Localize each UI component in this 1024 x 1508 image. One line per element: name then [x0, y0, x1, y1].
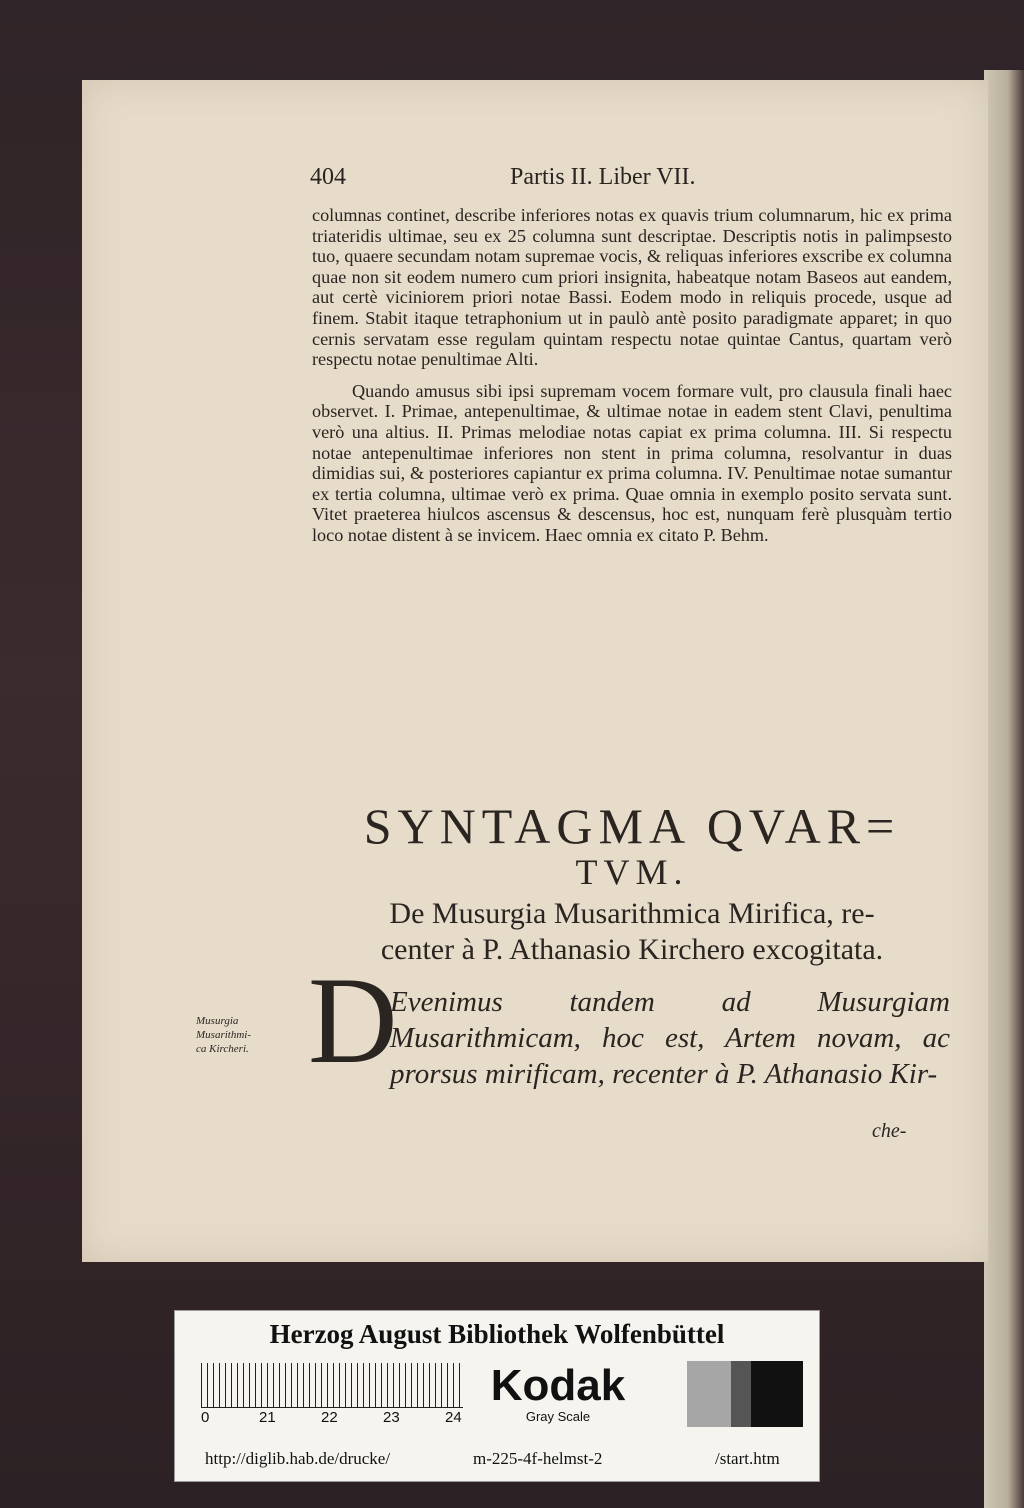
- body-text: [312, 205, 952, 546]
- kodak-logo: Kodak: [490, 1361, 626, 1410]
- ruler-label: 0: [201, 1409, 210, 1426]
- ruler-label: 24: [445, 1409, 462, 1426]
- gray-scale-label: Gray Scale: [525, 1409, 591, 1424]
- gray-swatch-mid: [731, 1361, 751, 1427]
- url-left: http://diglib.hab.de/drucke/: [205, 1449, 391, 1468]
- shelfmark: m-225-4f-helmst-2: [473, 1449, 603, 1468]
- ruler-label: 22: [321, 1409, 338, 1426]
- gray-swatch-light: [687, 1361, 731, 1427]
- gray-swatch-dark: [751, 1361, 803, 1427]
- url-right: /start.htm: [715, 1449, 780, 1468]
- ruler-scale: [201, 1363, 463, 1408]
- page-header: [310, 160, 970, 200]
- ruler-labels: [201, 1407, 463, 1429]
- running-title: Partis II. Liber VII.: [510, 164, 696, 190]
- margin-note-line-1: Musurgia: [196, 1015, 239, 1027]
- intro-text: Evenimus tandem ad Musurgiam Musarithmicam, hoc est, Artem novam, ac prorsus mirificam, recenter à P. Athanasio Kir-: [390, 986, 950, 1090]
- next-page-edge: [984, 70, 1024, 1508]
- margin-note-line-3: ca Kircheri.: [196, 1043, 249, 1055]
- card-footer: [175, 1445, 819, 1475]
- subtitle-line-1: De Musurgia Musarithmica Mirifica, re-: [389, 897, 875, 930]
- ruler-label: 21: [259, 1409, 276, 1426]
- ruler-label: 23: [383, 1409, 400, 1426]
- margin-note-line-2: Musarithmi-: [196, 1029, 251, 1041]
- page-number: 404: [310, 164, 346, 190]
- catchword: che-: [872, 1120, 907, 1142]
- library-name: Herzog August Bibliothek Wolfenbüttel: [269, 1319, 725, 1349]
- paragraph-1: columnas continet, describe inferiores notas ex quavis trium columnarum, hic ex prima triateridis ultimae, seu ex 25 columna sunt descriptae. Descriptis notis in palimpsesto tuo, quaere secundam notam supremae vocis, & reliquas inferiores exscribe ex columna quae non sit eodem numero cum priori insignita, habeatque notam Baseos aut eandem, aut certè viciniorem priori notae Bassi. Eodem modo in reliquis procede, usque ad finem. Stabit itaque tetraphonium ut in paulò antè posito paradigmate apparet; in quo cernis servatam esse regulam quintam respectu notae quintae Cantus, quartam verò respectu notae penultimae Alti.: [312, 205, 952, 370]
- subtitle-line-2: center à P. Athanasio Kirchero excogitata.: [380, 933, 884, 966]
- section-title-line-2: TVM.: [575, 852, 689, 892]
- section-title: [312, 800, 952, 892]
- margin-note: [196, 1014, 296, 1056]
- library-color-card: [174, 1310, 820, 1482]
- paragraph-2: Quando amusus sibi ipsi supremam vocem formare vult, pro clausula finali haec observet. I. Primae, antepenultimae, & ultimae notae in eadem stent Clavi, penultima verò una altius. II. Primas melodiae notas capiat ex prima columna. III. Si respectu notae antepenultimae inferiores non stent in prima columna, resolvantur in duas dimidias sui, & posteriores capiantur ex prima columna. IV. Penultimae notae sumantur ex tertia columna, ultimae verò ex prima. Quae omnia in exemplo posito servata sunt. Vitet praeterea hiulcos ascensus & descensus, hoc est, nunquam ferè plusquàm tertio loco notae distent à se invicem. Haec omnia ex citato P. Behm.: [312, 380, 952, 545]
- drop-cap: D: [308, 952, 398, 1089]
- section-title-line-1: SYNTAGMA QVAR=: [363, 798, 901, 854]
- section-subtitle: [312, 896, 952, 968]
